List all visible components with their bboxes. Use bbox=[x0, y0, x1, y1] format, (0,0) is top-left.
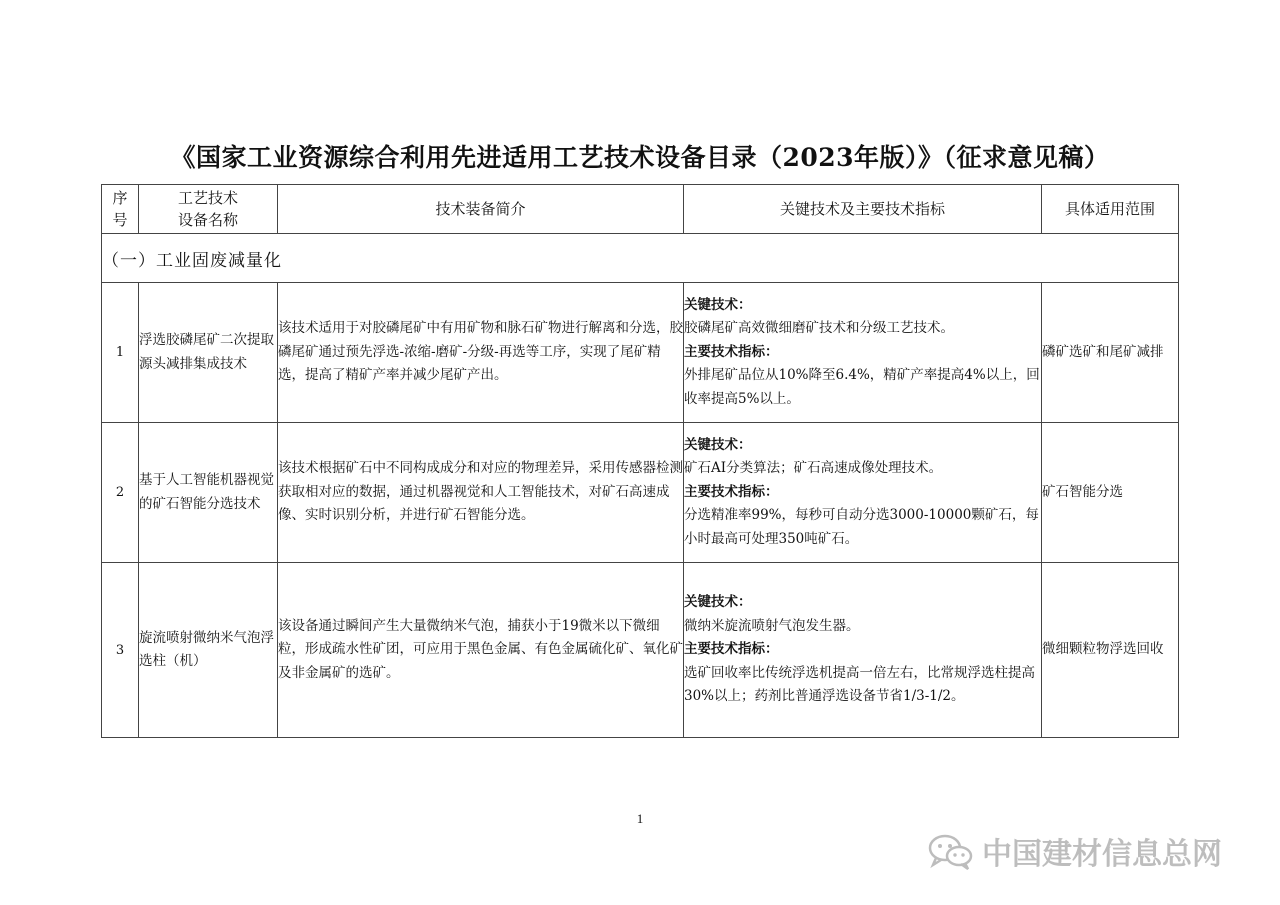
row-index: 3 bbox=[102, 563, 139, 738]
row-name: 浮选胶磷尾矿二次提取源头减排集成技术 bbox=[139, 283, 278, 423]
table-row bbox=[102, 423, 1179, 563]
header-seq-line1: 序 bbox=[112, 189, 128, 207]
row-key-indicators bbox=[684, 423, 1042, 563]
header-scope: 具体适用范围 bbox=[1042, 185, 1179, 234]
row-name: 旋流喷射微纳米气泡浮选柱（机） bbox=[139, 563, 278, 738]
header-seq-line2: 号 bbox=[112, 211, 128, 229]
row-intro: 该技术适用于对胶磷尾矿中有用矿物和脉石矿物进行解离和分选，胶磷尾矿通过预先浮选-浓缩-磨矿-分级-再选等工序，实现了尾矿精选，提高了精矿产率并减少尾矿产出。 bbox=[278, 283, 684, 423]
main-index-label: 主要技术指标： bbox=[684, 343, 779, 360]
table-row bbox=[102, 283, 1179, 423]
section-row bbox=[102, 234, 1179, 283]
section-heading: （一）工业固废减量化 bbox=[102, 234, 1179, 283]
watermark-text: 中国建材信息总网 bbox=[982, 837, 1222, 872]
header-seq bbox=[102, 185, 139, 234]
row-key-indicators bbox=[684, 283, 1042, 423]
row-index: 1 bbox=[102, 283, 139, 423]
header-intro: 技术装备简介 bbox=[278, 185, 684, 234]
main-index-text: 选矿回收率比传统浮选机提高一倍左右，比常规浮选柱提高30%以上；药剂比普通浮选设备节省1/3-1/2。 bbox=[684, 664, 1035, 705]
key-tech-label: 关键技术： bbox=[684, 594, 752, 611]
main-index-text: 分选精准率99%，每秒可自动分选3000-10000颗矿石，每小时最高可处理350吨矿石。 bbox=[684, 507, 1039, 547]
catalog-table bbox=[101, 184, 1179, 738]
row-scope: 磷矿选矿和尾矿减排 bbox=[1042, 283, 1179, 423]
header-name-line2: 设备名称 bbox=[177, 211, 238, 229]
header-key: 关键技术及主要技术指标 bbox=[684, 185, 1042, 234]
row-key-indicators bbox=[684, 563, 1042, 738]
row-scope: 矿石智能分选 bbox=[1042, 423, 1179, 563]
header-name bbox=[139, 185, 278, 234]
wechat-icon bbox=[926, 831, 974, 871]
header-name-line1: 工艺技术 bbox=[177, 189, 238, 207]
document-title: 《国家工业资源综合利用先进适用工艺技术设备目录（2023年版）》（征求意见稿） bbox=[170, 143, 1110, 172]
row-scope: 微细颗粒物浮选回收 bbox=[1042, 563, 1179, 738]
key-tech-label: 关键技术： bbox=[684, 296, 752, 313]
watermark bbox=[926, 829, 1222, 873]
page-number: 1 bbox=[636, 811, 644, 826]
main-index-text: 外排尾矿品位从10%降至6.4%，精矿产率提高4%以上，回收率提高5%以上。 bbox=[684, 367, 1040, 407]
row-index: 2 bbox=[102, 423, 139, 563]
key-tech-text: 胶磷尾矿高效微细磨矿技术和分级工艺技术。 bbox=[684, 320, 954, 337]
key-tech-text: 矿石AI分类算法；矿石高速成像处理技术。 bbox=[684, 460, 943, 477]
row-intro: 该技术根据矿石中不同构成成分和对应的物理差异，采用传感器检测获取相对应的数据，通过机器视觉和人工智能技术，对矿石高速成像、实时识别分析，并进行矿石智能分选。 bbox=[278, 423, 684, 563]
main-index-label: 主要技术指标： bbox=[684, 483, 779, 500]
key-tech-text: 微纳米旋流喷射气泡发生器。 bbox=[684, 617, 860, 634]
row-name: 基于人工智能机器视觉的矿石智能分选技术 bbox=[139, 423, 278, 563]
key-tech-label: 关键技术： bbox=[684, 436, 752, 453]
table-row bbox=[102, 563, 1179, 738]
table-header-row bbox=[102, 185, 1179, 234]
row-intro: 该设备通过瞬间产生大量微纳米气泡，捕获小于19微米以下微细粒，形成疏水性矿团，可应用于黑色金属、有色金属硫化矿、氧化矿及非金属矿的选矿。 bbox=[278, 563, 684, 738]
main-index-label: 主要技术指标： bbox=[684, 641, 779, 658]
